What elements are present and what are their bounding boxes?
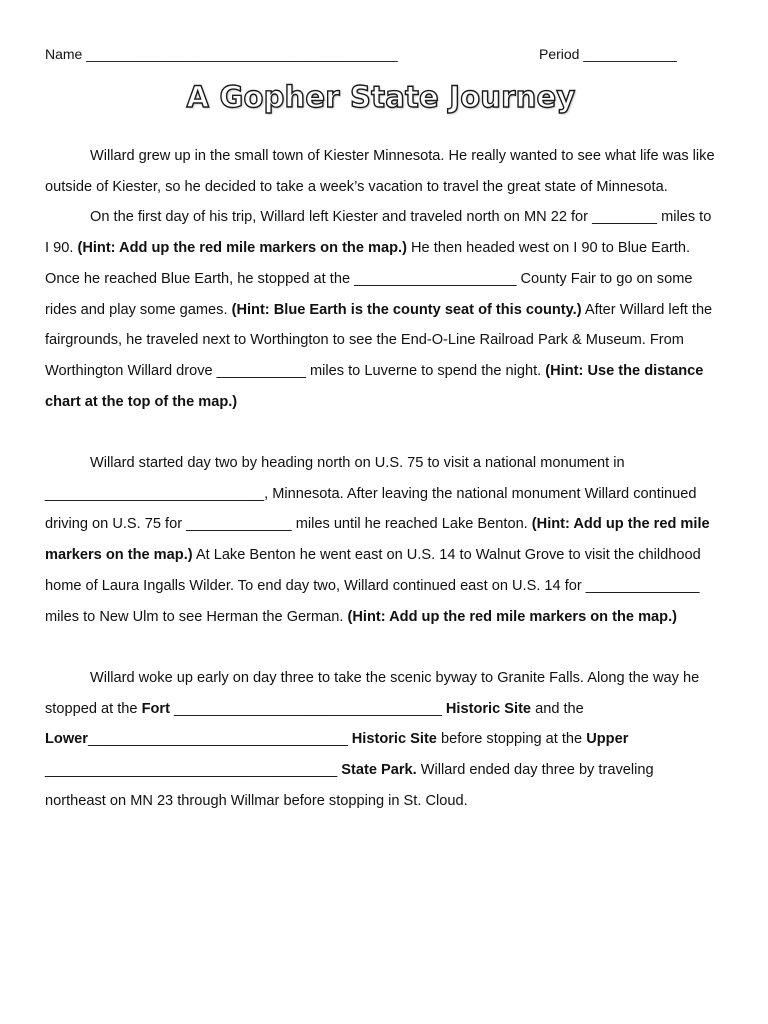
- day3-text-e: before stopping at the: [436, 731, 587, 748]
- day1-text-b: He then headed west on I 90 to Blue Earth. Once he reached Blue Earth, he stopped at the ____________________ County Fair to go on some rides and play some games.: [45, 240, 693, 318]
- day1-text-c: After Willard left the fairgrounds, he traveled next to Worthington to see the End-O-Line Railroad Park & Museum. From Worthington Willard drove ___________ miles to Luverne to spend the night.: [45, 301, 713, 379]
- historic-site-label-1: Historic Site: [445, 700, 532, 717]
- hint-distance-chart: (Hint: Use the distance chart at the top of the map.): [45, 362, 704, 410]
- story-text: [45, 141, 717, 816]
- day3-blank-lower: ________________________________: [87, 731, 352, 748]
- day1-text-a: On the first day of his trip, Willard left Kiester and traveled north on MN 22 for ________ miles to I 90.: [45, 209, 712, 257]
- fort-label: Fort: [141, 700, 170, 717]
- day2-paragraph: [45, 448, 717, 632]
- lower-label: Lower: [45, 731, 88, 748]
- hint-red-mile-markers: (Hint: Add up the red mile markers on the map.): [77, 240, 407, 257]
- day2-hint-1: (Hint: Add up the red mile markers on the map.): [45, 516, 710, 564]
- upper-label: Upper: [586, 731, 629, 748]
- period-field: Period ____________: [539, 46, 677, 62]
- day3-blank-upper: ____________________________________: [45, 762, 342, 779]
- day3-text-g: Willard ended day three by traveling northeast on MN 23 through Willmar before stopping in St. Cloud.: [45, 762, 654, 809]
- day2-hint-2: (Hint: Add up the red mile markers on the map.): [347, 608, 677, 625]
- name-field: Name ________________________________________: [45, 46, 398, 62]
- state-park-label: State Park.: [341, 762, 417, 779]
- worksheet-title: A Gopher State Journey: [186, 80, 576, 114]
- day2-text-b: At Lake Benton he went east on U.S. 14 to Walnut Grove to visit the childhood home of Laura Ingalls Wilder. To end day two, Willard continued east on U.S. 14 for ______________ miles to New Ulm to see Herman the German.: [45, 547, 701, 625]
- worksheet-header: [45, 46, 717, 68]
- day3-paragraph: [45, 663, 717, 817]
- hint-county-seat: (Hint: Blue Earth is the county seat of this county.): [231, 301, 582, 318]
- day3-text-c: and the: [531, 700, 584, 717]
- paragraph-gap: [45, 632, 717, 663]
- day2-text-a: Willard started day two by heading north on U.S. 75 to visit a national monument in ___________________________, Minnesota. After leaving the national monument Willard continued driving on U.S. 75 for _____________ miles until he reached Lake Benton.: [45, 455, 697, 533]
- day3-blank-fort: _________________________________: [169, 700, 446, 717]
- day1-intro-paragraph: Willard grew up in the small town of Kiester Minnesota. He really wanted to see what life was like outside of Kiester, so he decided to take a week’s vacation to travel the great state of Minnesota.: [45, 148, 715, 195]
- day3-text-a: Willard woke up early on day three to take the scenic byway to Granite Falls. Along the way he stopped at the: [45, 669, 700, 717]
- paragraph-gap: [45, 417, 717, 448]
- historic-site-label-2: Historic Site: [351, 731, 437, 748]
- day1-trip-paragraph: [45, 202, 717, 417]
